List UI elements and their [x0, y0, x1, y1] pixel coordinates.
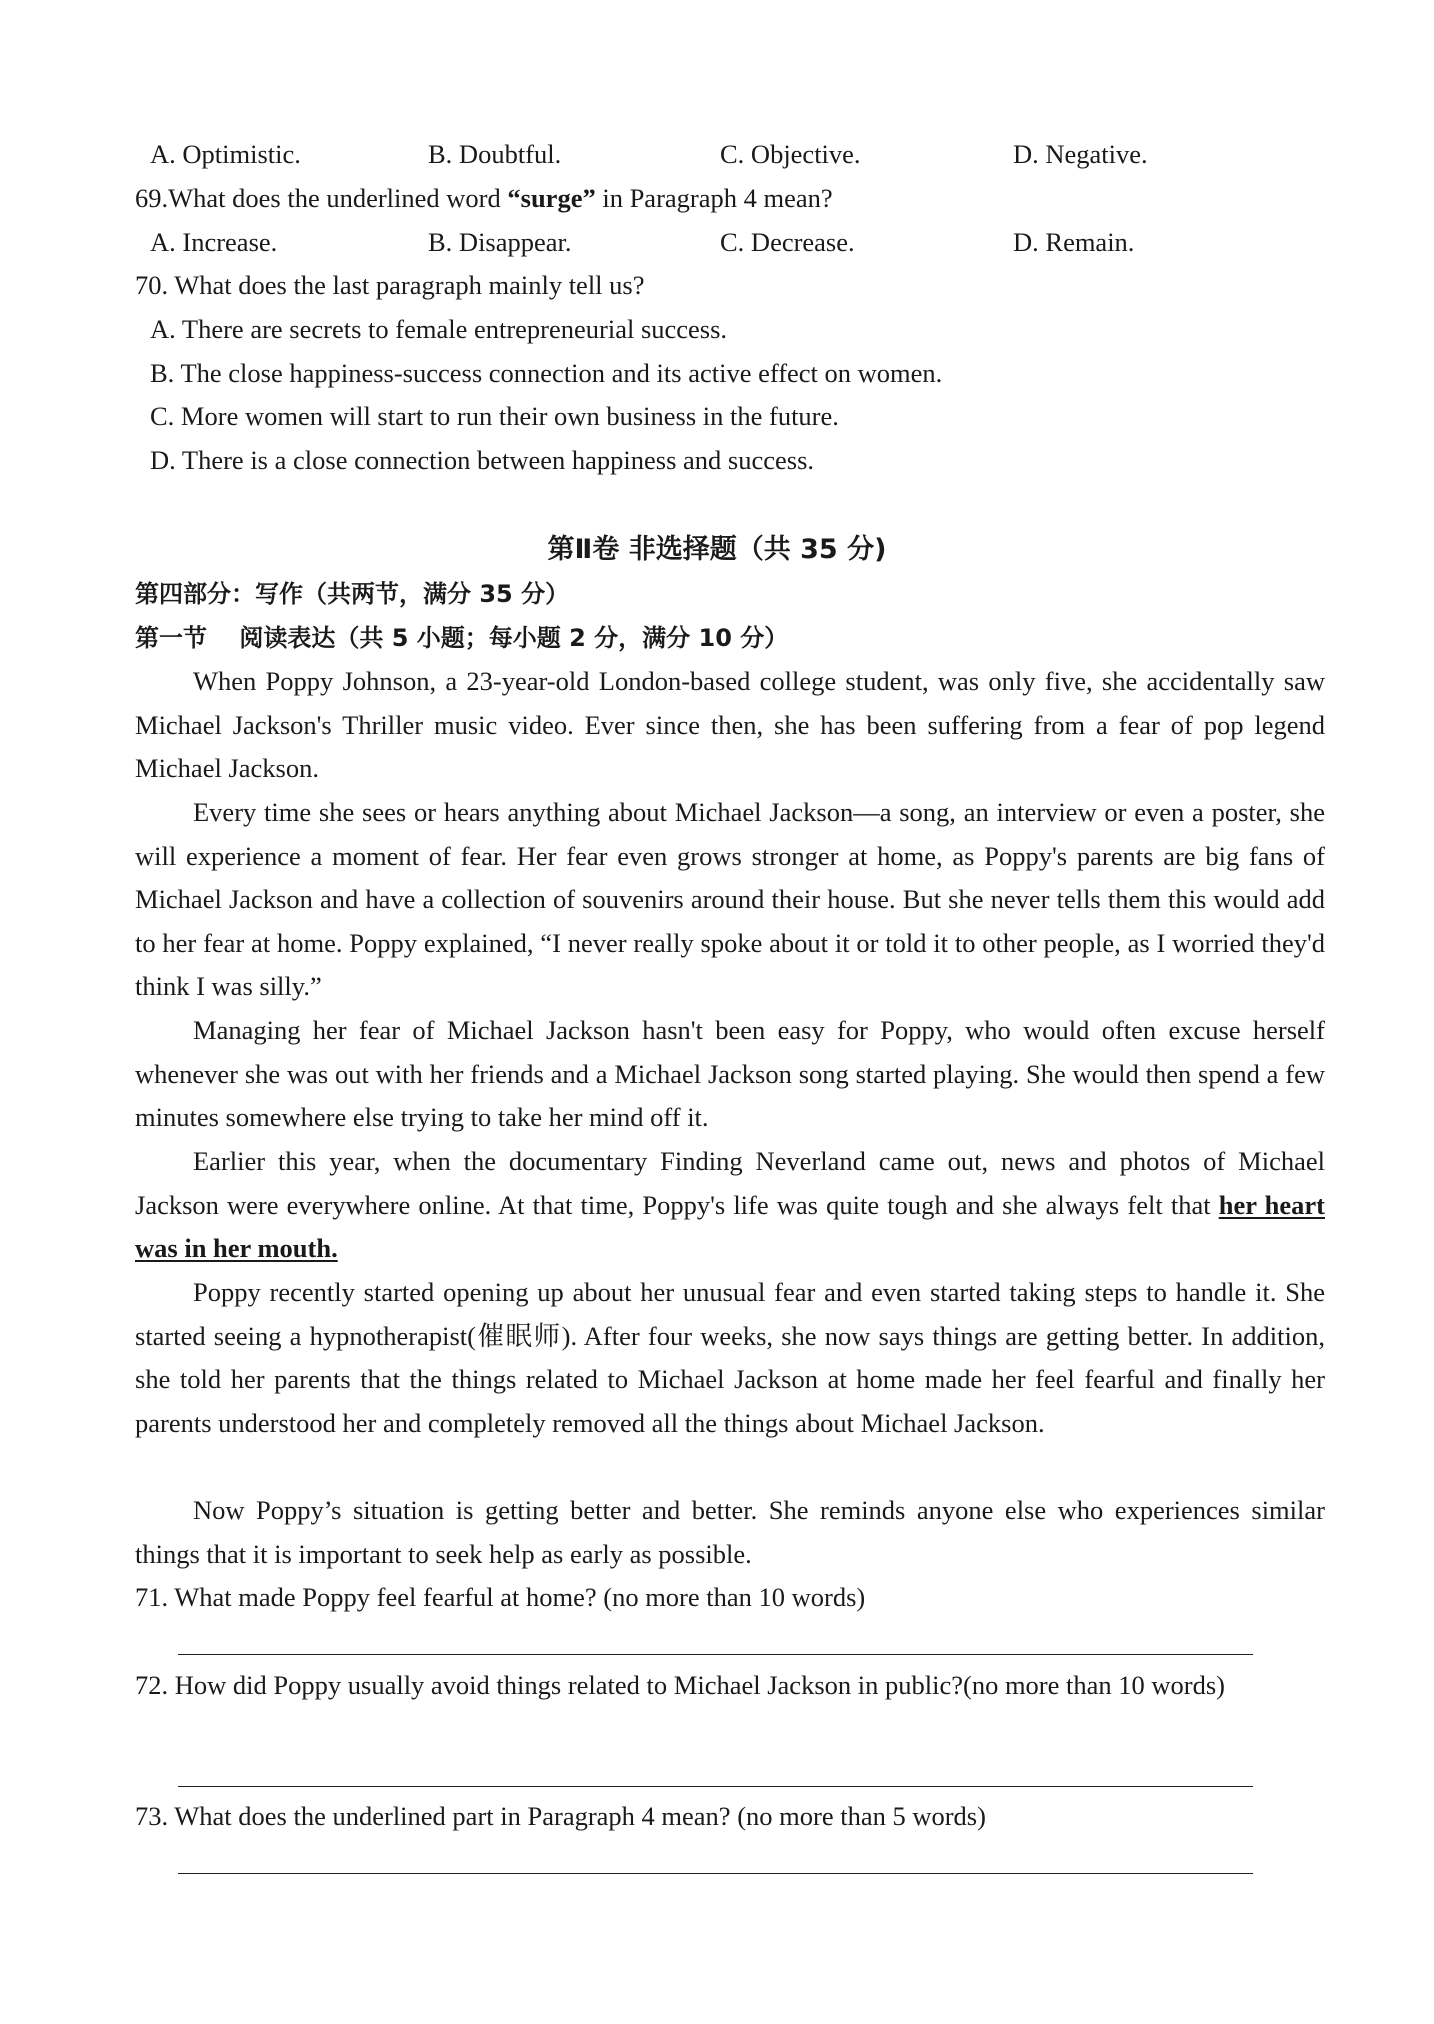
part-heading: 第四部分：写作（共两节，满分 35 分） — [135, 580, 570, 608]
q70-option-d: D. There is a close connection between happiness and success. — [150, 445, 815, 475]
q69-suffix: in Paragraph 4 mean? — [595, 183, 833, 213]
q69-option-c: C. Decrease. — [720, 227, 855, 257]
q71-question: 71. What made Poppy feel fearful at home? (no more than 10 words) — [135, 1582, 866, 1612]
q71-answer-line[interactable] — [178, 1654, 1253, 1655]
q73-answer-line[interactable] — [178, 1873, 1253, 1874]
q69-question — [135, 178, 1325, 218]
q70-option-a: A. There are secrets to female entrepreneurial success. — [150, 314, 728, 344]
q72-answer-line[interactable] — [178, 1786, 1253, 1787]
q69-option-b: B. Disappear. — [428, 227, 572, 257]
passage-paragraph-6: Now Poppy’s situation is getting better and better. She reminds anyone else who experiences similar things that it is important to seek help as early as possible. — [135, 1495, 1325, 1569]
q68-option-a: A. Optimistic. — [150, 139, 301, 169]
paragraph-4-text: Earlier this year, when the documentary Finding Neverland came out, news and photos of Michael Jackson were everywhere online. At that time, Poppy's life was quite tough and she always felt that — [135, 1146, 1325, 1220]
section-title: 第Ⅱ卷 非选择题（共 35 分) — [547, 534, 887, 565]
q70-option-b: B. The close happiness-success connection and its active effect on women. — [150, 358, 943, 388]
q68-option-c: C. Objective. — [720, 139, 861, 169]
q69-option-d: D. Remain. — [1013, 227, 1135, 257]
passage-paragraph-4 — [135, 1140, 1325, 1271]
passage-paragraph-3: Managing her fear of Michael Jackson hasn't been easy for Poppy, who would often excuse herself whenever she was out with her friends and a Michael Jackson song started playing. She would then spend a few minutes somewhere else trying to take her mind off it. — [135, 1015, 1325, 1133]
q70-option-c: C. More women will start to run their own business in the future. — [150, 401, 839, 431]
q69-prefix: 69.What does the underlined word — [135, 183, 508, 213]
q68-option-b: B. Doubtful. — [428, 139, 562, 169]
q68-option-d: D. Negative. — [1013, 139, 1148, 169]
q72-question: 72. How did Poppy usually avoid things related to Michael Jackson in public?(no more than 10 words) — [135, 1670, 1225, 1700]
subsection-heading: 第一节 阅读表达（共 5 小题；每小题 2 分，满分 10 分） — [135, 624, 789, 652]
q70-question: 70. What does the last paragraph mainly tell us? — [135, 270, 645, 300]
passage-paragraph-5: Poppy recently started opening up about her unusual fear and even started taking steps to handle it. She started seeing a hypnotherapist(催眠师). After four weeks, she now says things are getting better. In addition, she told her parents that the things related to Michael Jackson at home made her feel fearful and finally her parents understood her and completely removed all the things about Michael Jackson. — [135, 1277, 1325, 1438]
q73-question: 73. What does the underlined part in Paragraph 4 mean? (no more than 5 words) — [135, 1801, 986, 1831]
q69-word: “surge” — [507, 183, 596, 213]
q69-option-a: A. Increase. — [150, 227, 278, 257]
passage-paragraph-1: When Poppy Johnson, a 23-year-old London-based college student, was only five, she accidentally saw Michael Jackson's Thriller music video. Ever since then, she has been suffering from a fear of pop legend Michael Jackson. — [135, 666, 1325, 784]
underlined-phrase: her heart was in her mouth. — [135, 1189, 1325, 1264]
passage-paragraph-2: Every time she sees or hears anything about Michael Jackson—a song, an interview or even a poster, she will experience a moment of fear. Her fear even grows stronger at home, as Poppy's parents are big fans of Michael Jackson and have a collection of souvenirs around their house. But she never tells them this would add to her fear at home. Poppy explained, “I never really spoke about it or told it to other people, as I worried they'd think I was silly.” — [135, 797, 1325, 1002]
